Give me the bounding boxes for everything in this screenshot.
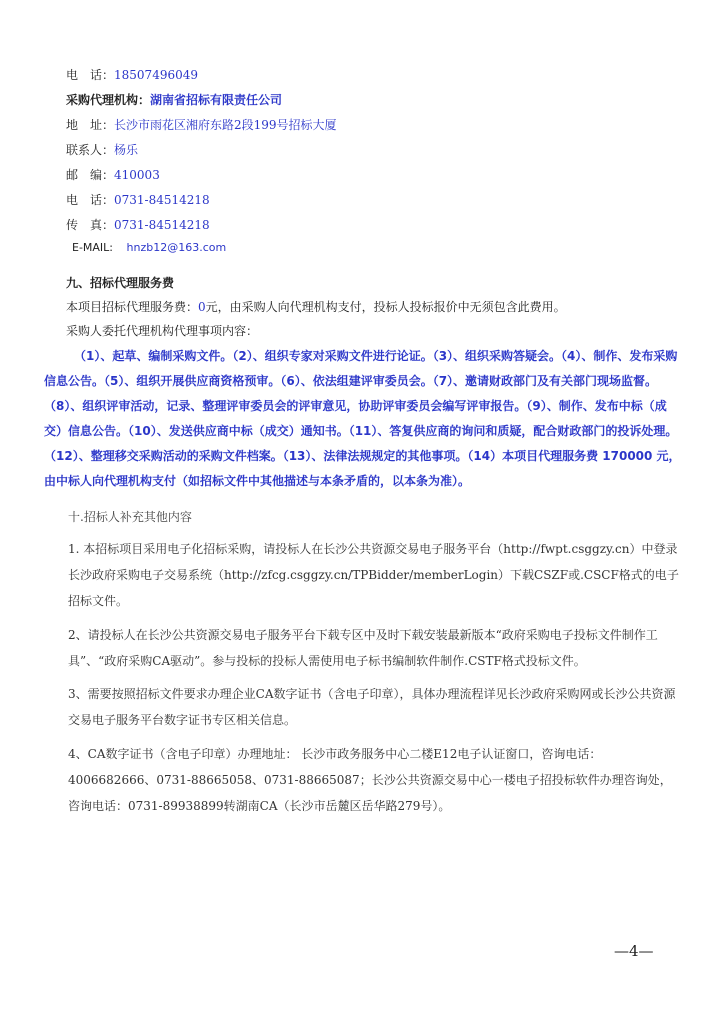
section10-paragraph-3: 3、需要按照招标文件要求办理企业CA数字证书（含电子印章），具体办理流程详见长沙政府采购网或长沙公共资源交易电子服务平台数字证书专区相关信息。 [68, 687, 676, 727]
address-line [66, 116, 337, 133]
fee-text-a: 本项目招标代理服务费： [66, 300, 199, 314]
email-label: E-MAIL: [72, 241, 114, 254]
agency-name: 湖南省招标有限责任公司 [150, 93, 283, 107]
agency-phone-line [66, 191, 210, 208]
page-number: —4— [614, 942, 654, 960]
postcode-line [66, 166, 160, 183]
agency-phone-label: 电 话： [66, 193, 115, 207]
contact-value: 杨乐 [114, 143, 139, 157]
entrusted-services: （1）、起草、编制采购文件。（2）、组织专家对采购文件进行论证。（3）、组织采购答疑会。（4）、制作、发布采购信息公告。（5）、组织开展供应商资格预审。（6）、依法组建评审委员会。（7）、邀请财政部门及有关部门现场监督。（8）、组织评审活动，记录、整理评审委员会的评审意见，协助评审委员会编写评审报告。（9）、制作、发布中标（成交）信息公告。（10）、发送供应商中标（成交）通知书。（11）、答复供应商的询问和质疑，配合财政部门的投诉处理。（12）、整理移交采购活动的采购文件档案。（13）、法律法规规定的其他事项。（14）本项目代理服务费 170000 元，由中标人向代理机构支付（如招标文件中其他描述与本条矛盾的，以本条为准）。 [44, 349, 681, 488]
fax-value: 0731-84514218 [114, 218, 210, 232]
fee-line [66, 298, 566, 315]
email-value: hnzb12@163.com [126, 241, 227, 254]
contact-line [66, 141, 138, 158]
fax-line [66, 216, 210, 233]
postcode-value: 410003 [114, 168, 160, 182]
agency-label: 采购代理机构： [66, 93, 151, 107]
postcode-label: 邮 编： [66, 168, 115, 182]
section10-title: 十.招标人补充其他内容 [68, 510, 192, 524]
email-line [72, 241, 226, 254]
fee-text-b: 元，由采购人向代理机构支付，投标人投标报价中无须包含此费用。 [205, 300, 566, 314]
agency-phone-value: 0731-84514218 [114, 193, 210, 207]
section10-paragraph-2: 2、请投标人在长沙公共资源交易电子服务平台下载专区中及时下载安装最新版本“政府采购电子投标文件制作工具”、“政府采购CA驱动”。参与投标的投标人需使用电子标书编制软件制作.CSTF格式投标文件。 [68, 628, 658, 668]
contact-label: 联系人： [66, 143, 115, 157]
phone-line-top [66, 66, 198, 83]
address-value: 长沙市雨花区湘府东路2段199号招标大厦 [114, 118, 337, 132]
agency-line [66, 91, 282, 108]
entrust-line: 采购人委托代理机构代理事项内容： [66, 324, 259, 338]
fax-label: 传 真： [66, 218, 115, 232]
fee-zero: 0 [198, 300, 206, 314]
section10-paragraph-4: 4、CA数字证书（含电子印章）办理地址： 长沙市政务服务中心二楼E12电子认证窗口，咨询电话：4006682666、0731-88665058、0731-88665087；长沙公共资源交易中心一楼电子招投标软件办理咨询处，咨询电话：0731-89938899转湖南CA（长沙市岳麓区岳华路279号）。 [68, 747, 672, 813]
phone-value: 18507496049 [114, 68, 198, 82]
phone-label: 电 话： [66, 68, 115, 82]
section9-title: 九、招标代理服务费 [66, 276, 175, 290]
address-label: 地 址： [66, 118, 115, 132]
section10-paragraph-1: 1. 本招标项目采用电子化招标采购，请投标人在长沙公共资源交易电子服务平台（http://fwpt.csggzy.cn）中登录长沙政府采购电子交易系统（http://zfcg.csggzy.cn/TPBidder/memberLogin）下载CSZF或.CSCF格式的电子招标文件。 [68, 542, 679, 608]
